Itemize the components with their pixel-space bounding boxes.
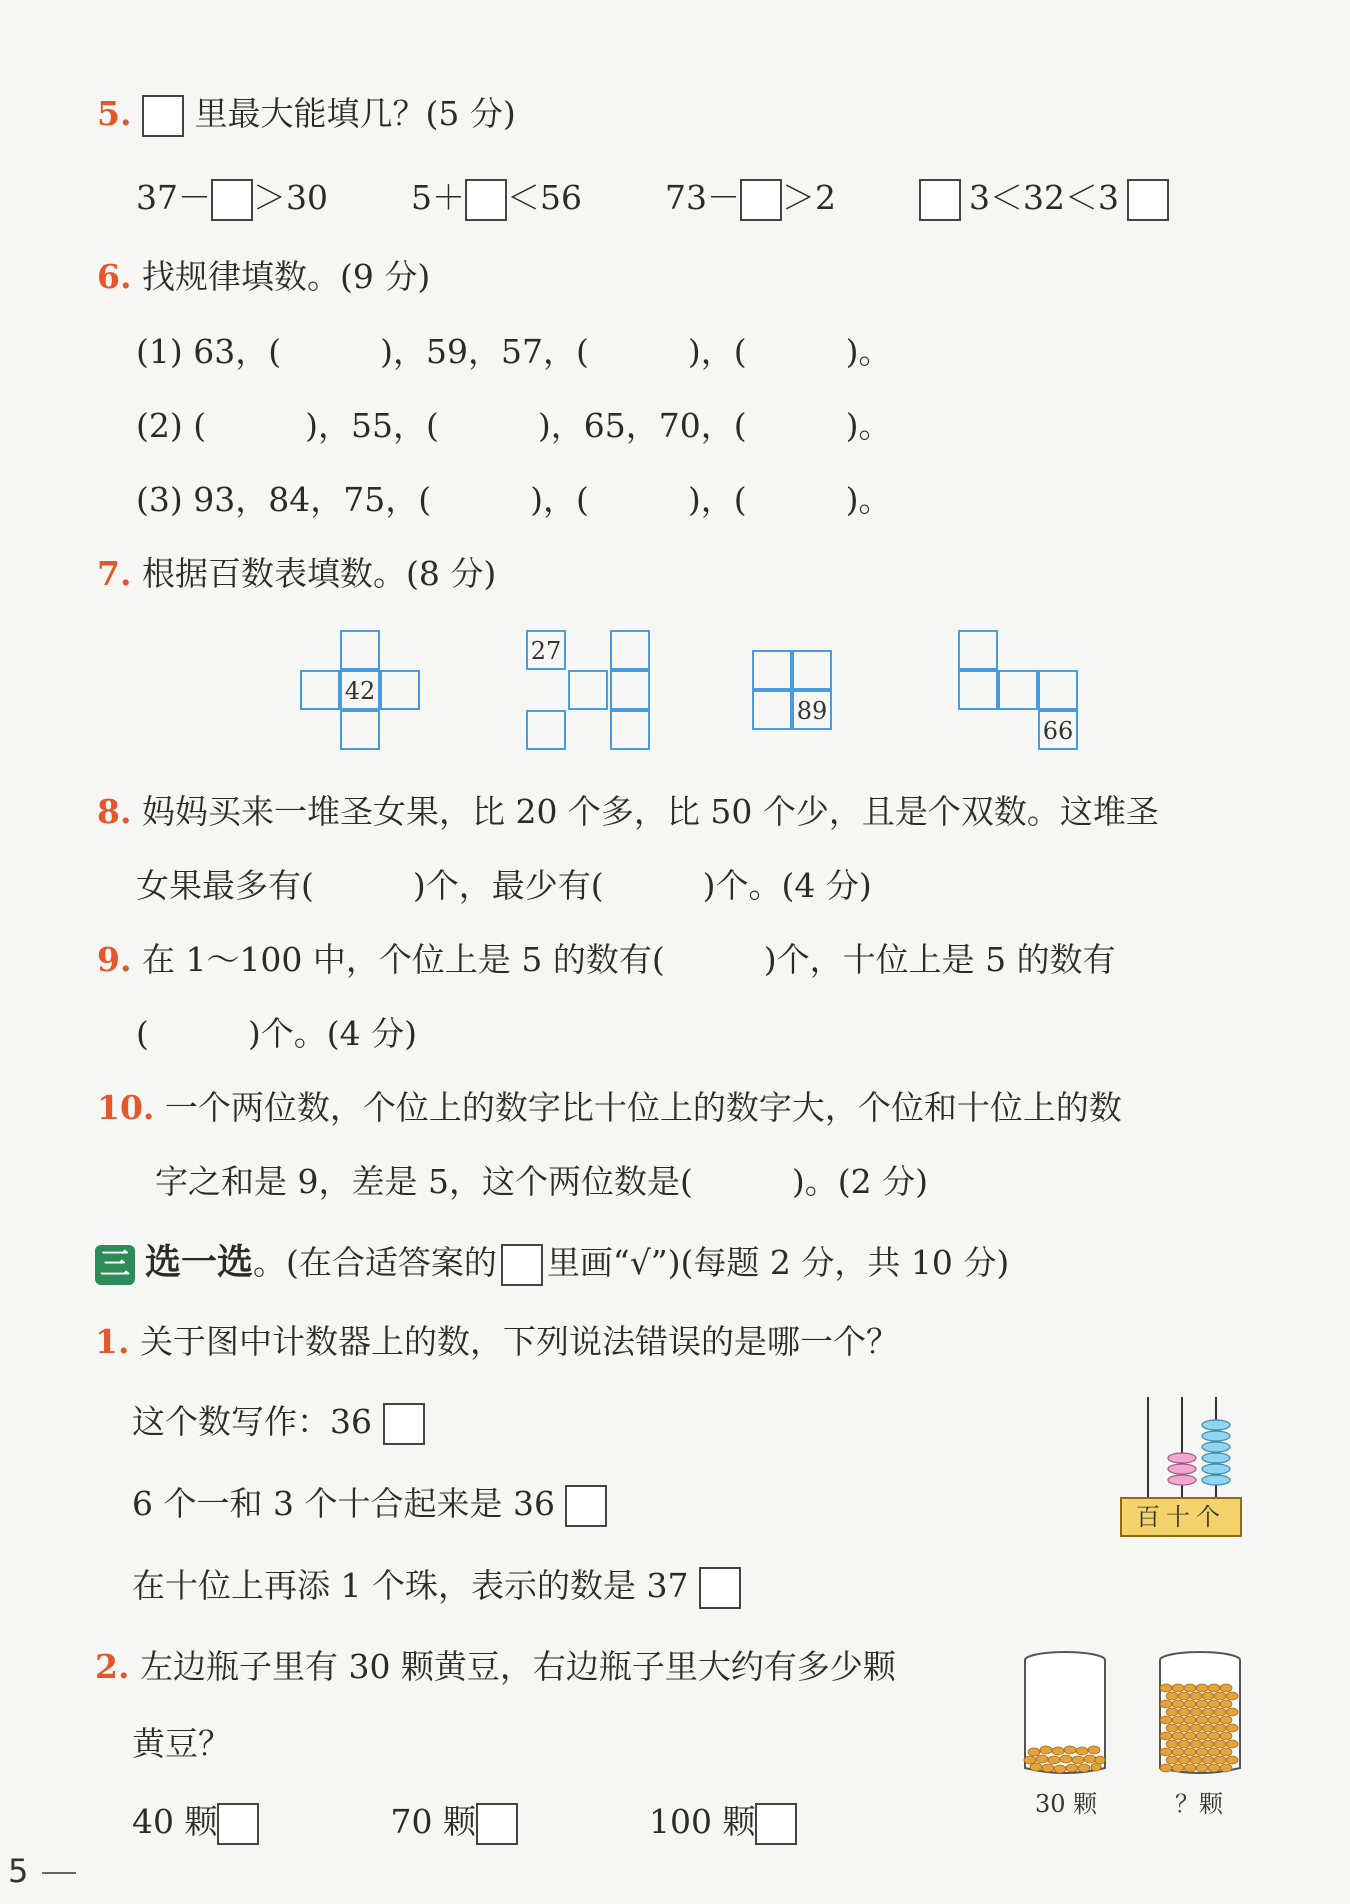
q5-title (97, 92, 516, 137)
q5a-pre: 37－ (136, 178, 211, 217)
q5c-pre: 73－ (665, 178, 740, 217)
jar-left-beans (1024, 1746, 1105, 1773)
s2-option-1-text: 40 颗 (132, 1802, 218, 1841)
q9-line-2: ( )个。(4 分) (136, 1014, 417, 1053)
s1-option-2 (132, 1482, 607, 1527)
grid-a-top[interactable] (340, 630, 380, 670)
q6-line-1: (1) 63，( )，59，57，( )，( )。 (136, 332, 892, 371)
s1-option-3-text: 在十位上再添 1 个珠，表示的数是 37 (132, 1566, 689, 1605)
grid-b-mid-2[interactable] (610, 670, 650, 710)
q8-number: 8. (97, 792, 132, 831)
q8-line-1 (97, 790, 1159, 834)
s1-option-2-text: 6 个一和 3 个十合起来是 36 (132, 1484, 555, 1523)
grid-d-r2c1[interactable] (958, 670, 998, 710)
q10-text-1: 一个两位数，个位上的数字比十位上的数字大，个位和十位上的数 (164, 1088, 1122, 1127)
s1-option-1-text: 这个数写作：36 (132, 1402, 372, 1441)
q5d-answer-box-right[interactable] (1127, 179, 1169, 221)
s1-question-text: 关于图中计数器上的数，下列说法错误的是哪一个？ (139, 1322, 899, 1361)
q6-line-3: (3) 93，84，75，( )，( )，( )。 (136, 480, 892, 519)
jar-right-label: ？颗 (1175, 1790, 1223, 1818)
q6-title-text: 找规律填数。(9 分) (141, 257, 431, 296)
q10-number: 10. (97, 1088, 155, 1127)
s2-option-3-text: 100 颗 (648, 1802, 756, 1841)
section-3-title: 选一选 (145, 1241, 254, 1283)
q5c-post: ＞2 (782, 178, 836, 217)
grid-a-center: 42 (340, 670, 380, 710)
s1-question (95, 1320, 899, 1364)
grid-a-bottom[interactable] (340, 710, 380, 750)
abacus-ones-beads (1202, 1420, 1230, 1485)
q5-items (136, 176, 1169, 221)
section-3-header (95, 1240, 1009, 1286)
s2-option-3-checkbox[interactable] (755, 1803, 797, 1845)
grid-c-bl[interactable] (752, 690, 792, 730)
grid-a-right[interactable] (380, 670, 420, 710)
q5-example-box (142, 95, 184, 137)
q8-line-2: 女果最多有( )个，最少有( )个。(4 分) (136, 866, 872, 905)
q6-number: 6. (97, 257, 132, 296)
q5-number: 5. (97, 94, 132, 133)
abacus-image (1120, 1395, 1250, 1505)
grid-b-bottom-right[interactable] (610, 710, 650, 750)
page-number-dash (42, 1872, 76, 1874)
q5b-post: ＜56 (507, 178, 582, 217)
grid-b-top-right[interactable] (610, 630, 650, 670)
q5c-answer-box[interactable] (740, 179, 782, 221)
q7-number: 7. (97, 554, 132, 593)
grid-b-mid-1[interactable] (568, 670, 608, 710)
section-3-example-box (501, 1244, 543, 1286)
jar-right-image (1155, 1650, 1245, 1780)
q9-number: 9. (97, 940, 132, 979)
s1-option-1-checkbox[interactable] (383, 1403, 425, 1445)
jar-left-image (1020, 1650, 1110, 1780)
s1-number: 1. (95, 1322, 130, 1361)
abacus-tens-beads (1168, 1453, 1196, 1485)
q5a-answer-box[interactable] (211, 179, 253, 221)
q5b-answer-box[interactable] (465, 179, 507, 221)
s2-option-2-checkbox[interactable] (476, 1803, 518, 1845)
q7-title-text: 根据百数表填数。(8 分) (141, 554, 497, 593)
grid-c-tl[interactable] (752, 650, 792, 690)
page-number: 5 (8, 1852, 29, 1890)
q5d-answer-box-left[interactable] (919, 179, 961, 221)
section-3-desc-post: 里画“√”)(每题 2 分，共 10 分) (546, 1243, 1010, 1282)
grid-d-r3c3: 66 (1038, 710, 1078, 750)
q6-line-2: (2) ( )，55，( )，65，70，( )。 (136, 406, 892, 445)
q5d-mid: 3＜32＜3 (969, 178, 1119, 217)
q10-line-2: 字之和是 9，差是 5，这个两位数是( )。(2 分) (155, 1162, 928, 1201)
q5-title-text: 里最大能填几？(5 分) (194, 94, 516, 133)
jar-right-beans (1160, 1684, 1238, 1772)
s1-option-2-checkbox[interactable] (565, 1485, 607, 1527)
jar-left-label: 30 颗 (1035, 1790, 1098, 1818)
grid-d-r2c3[interactable] (1038, 670, 1078, 710)
s2-line-2: 黄豆？ (132, 1724, 231, 1763)
q6-title (97, 255, 430, 299)
grid-d-r2c2[interactable] (998, 670, 1038, 710)
section-3-desc-pre: 。(在合适答案的 (253, 1243, 497, 1282)
s1-option-3 (132, 1564, 741, 1609)
grid-b-top-left: 27 (526, 630, 566, 670)
abacus-label: 百十个 (1120, 1497, 1242, 1537)
section-3-badge: 三 (95, 1245, 135, 1285)
s2-number: 2. (95, 1647, 130, 1686)
grid-c-br: 89 (792, 690, 832, 730)
s1-option-1 (132, 1400, 425, 1445)
q10-line-1 (97, 1086, 1122, 1130)
s2-option-2-text: 70 颗 (390, 1802, 476, 1841)
grid-c-tr[interactable] (792, 650, 832, 690)
grid-a-left[interactable] (300, 670, 340, 710)
s2-option-1-checkbox[interactable] (217, 1803, 259, 1845)
q5a-post: ＞30 (253, 178, 328, 217)
s2-line-1 (95, 1645, 896, 1689)
q8-text-1: 妈妈买来一堆圣女果，比 20 个多，比 50 个少，且是个双数。这堆圣 (141, 792, 1159, 831)
grid-d-r1c1[interactable] (958, 630, 998, 670)
q9-text-1: 在 1～100 中，个位上是 5 的数有( )个，十位上是 5 的数有 (141, 940, 1116, 979)
grid-b-bottom-left[interactable] (526, 710, 566, 750)
s1-option-3-checkbox[interactable] (699, 1567, 741, 1609)
s2-text-1: 左边瓶子里有 30 颗黄豆，右边瓶子里大约有多少颗 (139, 1647, 896, 1686)
q9-line-1 (97, 938, 1116, 982)
q7-title (97, 552, 496, 596)
q5b-pre: 5＋ (411, 178, 465, 217)
s2-options (132, 1800, 797, 1845)
